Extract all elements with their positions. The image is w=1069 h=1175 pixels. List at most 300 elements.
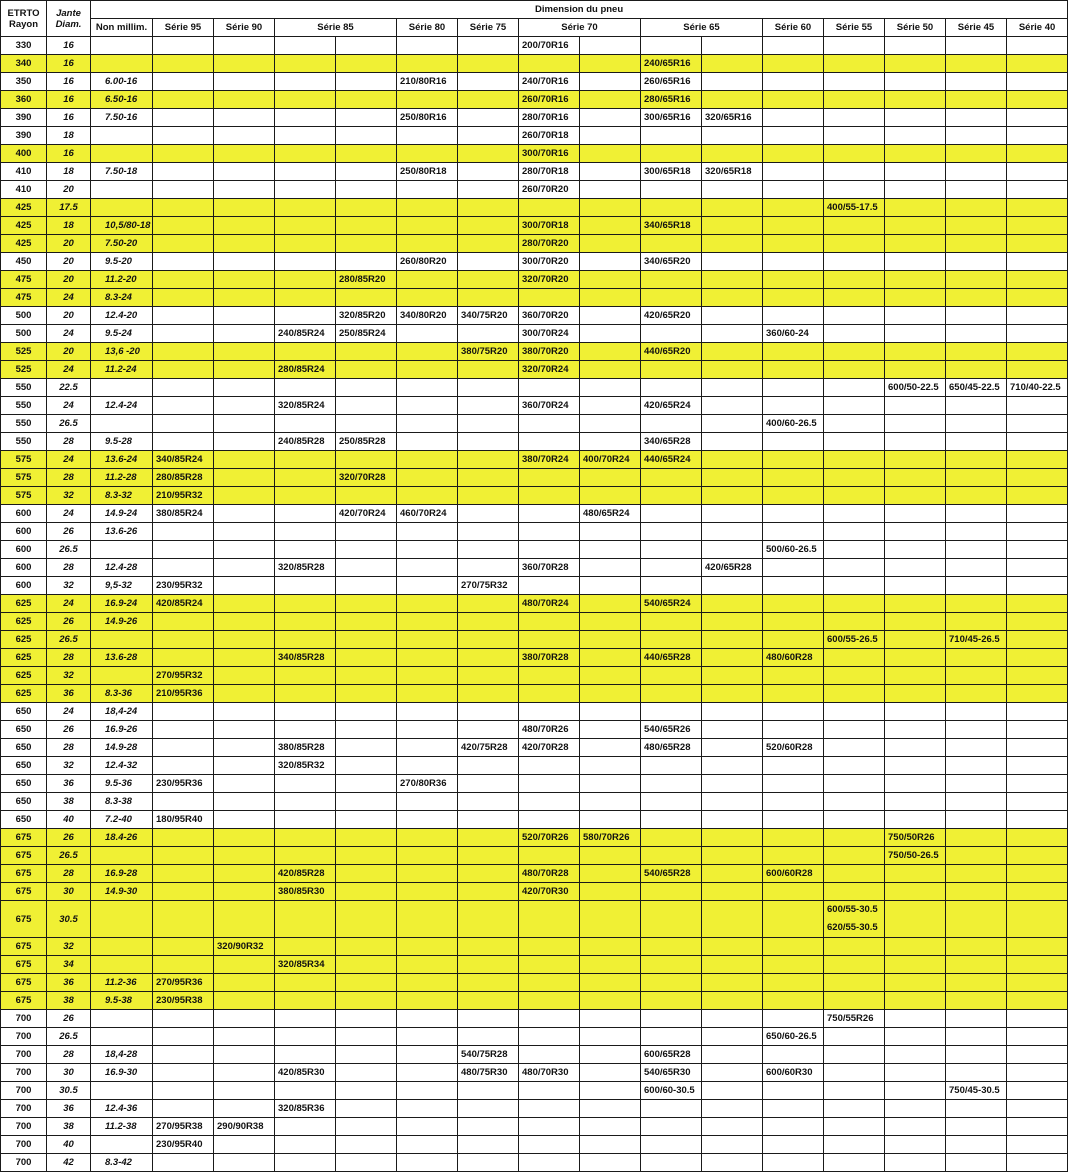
serie-85-cell [336,343,397,361]
serie-80-cell [397,685,458,703]
serie-50-cell [885,163,946,181]
serie-60-cell [763,1154,824,1172]
serie-70-cell [519,1154,580,1172]
etrto-rayon-cell: 650 [1,811,47,829]
serie-45-cell [946,667,1007,685]
serie-55-cell [824,1118,885,1136]
serie-75-cell [458,91,519,109]
serie-80-cell [397,901,458,938]
serie-50-cell [885,55,946,73]
serie-70-cell [519,1136,580,1154]
etrto-rayon-cell: 475 [1,289,47,307]
serie-40-cell [1007,685,1068,703]
serie-55-cell [824,1046,885,1064]
serie-40-cell [1007,307,1068,325]
serie-70-cell [519,775,580,793]
serie-60-cell [763,163,824,181]
non-millim-cell: 13,6 -20 [91,343,153,361]
table-row [1,577,1068,595]
serie-55-cell [824,253,885,271]
serie-60-cell: 400/60-26.5 [763,415,824,433]
serie-55-cell [824,613,885,631]
serie-65-cell [702,397,763,415]
etrto-rayon-cell: 700 [1,1010,47,1028]
serie-70-cell [580,811,641,829]
non-millim-cell: 9.5-20 [91,253,153,271]
serie-50-cell [885,235,946,253]
etrto-rayon-cell: 600 [1,577,47,595]
serie-70-cell [519,415,580,433]
serie-45-cell [946,992,1007,1010]
serie-40-cell [1007,325,1068,343]
non-millim-cell: 6.50-16 [91,91,153,109]
serie-40-cell [1007,145,1068,163]
serie-65-cell [641,1028,702,1046]
table-row [1,379,1068,397]
serie-85-cell [275,1136,336,1154]
table-body [1,37,1068,1172]
serie-80-cell [397,938,458,956]
serie-95-cell [153,613,214,631]
serie-60-cell [763,992,824,1010]
serie-65-cell [702,1154,763,1172]
etrto-rayon-cell: 600 [1,559,47,577]
serie-65-cell [641,325,702,343]
serie-50-cell [885,613,946,631]
table-row [1,127,1068,145]
etrto-rayon-cell: 525 [1,361,47,379]
serie-95-cell [153,163,214,181]
serie-55-cell [824,181,885,199]
serie-55-cell [824,865,885,883]
serie-90-cell [214,199,275,217]
serie-70-cell [519,379,580,397]
serie-65-cell: 600/65R28 [641,1046,702,1064]
etrto-rayon-cell: 575 [1,487,47,505]
serie-45-cell [946,145,1007,163]
non-millim-cell [91,379,153,397]
table-row [1,487,1068,505]
etrto-rayon-cell: 675 [1,847,47,865]
serie-75-cell [458,145,519,163]
jante-diam-cell: 32 [47,487,91,505]
serie-80-cell [397,541,458,559]
serie-55-cell: 600/55-26.5 [824,631,885,649]
serie-40-cell: 710/40-22.5 [1007,379,1068,397]
col-header-serie-95: Série 95 [153,19,214,37]
jante-diam-cell: 28 [47,469,91,487]
serie-55-cell [824,307,885,325]
serie-95-cell [153,793,214,811]
serie-85-cell [336,1046,397,1064]
jante-diam-cell: 38 [47,992,91,1010]
serie-95-cell [153,956,214,974]
serie-65-cell [702,667,763,685]
serie-50-cell [885,883,946,901]
serie-55-cell [824,901,885,938]
etrto-rayon-cell: 650 [1,775,47,793]
serie-40-cell [1007,505,1068,523]
serie-70-cell [580,361,641,379]
serie-75-cell [458,235,519,253]
serie-50-cell [885,433,946,451]
col-header-serie-45: Série 45 [946,19,1007,37]
serie-95-cell [153,361,214,379]
non-millim-cell: 18,4-24 [91,703,153,721]
serie-85-cell [336,145,397,163]
serie-85-cell [336,1136,397,1154]
serie-65-cell [641,613,702,631]
non-millim-cell: 16.9-30 [91,1064,153,1082]
table-title: Dimension du pneu [91,1,1068,19]
serie-70-cell [580,181,641,199]
serie-60-cell [763,397,824,415]
serie-75-cell [458,685,519,703]
serie-65-cell [702,956,763,974]
serie-70-cell [519,847,580,865]
serie-75-cell [458,397,519,415]
serie-50-cell [885,1028,946,1046]
jante-diam-cell: 28 [47,559,91,577]
serie-85-cell [336,757,397,775]
serie-60-cell [763,271,824,289]
serie-85-cell [275,145,336,163]
serie-65-cell [702,577,763,595]
serie-95-cell: 230/95R40 [153,1136,214,1154]
serie-50-cell [885,253,946,271]
serie-70-cell [519,667,580,685]
serie-85-cell [275,631,336,649]
serie-65-cell [702,91,763,109]
etrto-rayon-cell: 410 [1,163,47,181]
serie-50-cell [885,397,946,415]
serie-45-cell [946,127,1007,145]
serie-45-cell [946,271,1007,289]
serie-80-cell [397,703,458,721]
serie-75-cell: 420/75R28 [458,739,519,757]
serie-85-cell [336,595,397,613]
non-millim-cell: 11.2-36 [91,974,153,992]
non-millim-cell: 11.2-28 [91,469,153,487]
jante-diam-cell: 20 [47,181,91,199]
table-row [1,1064,1068,1082]
serie-60-cell [763,505,824,523]
serie-60-cell [763,361,824,379]
serie-60-cell [763,577,824,595]
serie-45-cell [946,343,1007,361]
serie-80-cell [397,1118,458,1136]
serie-75-cell [458,1028,519,1046]
jante-diam-header [47,1,91,37]
table-row [1,974,1068,992]
serie-70-cell: 280/70R16 [519,109,580,127]
serie-45-cell [946,55,1007,73]
serie-70-cell [580,974,641,992]
serie-90-cell [214,1010,275,1028]
serie-85-cell: 320/85R32 [275,757,336,775]
serie-60-cell: 600/60R28 [763,865,824,883]
serie-90-cell [214,235,275,253]
col-header-serie-55: Série 55 [824,19,885,37]
serie-45-cell [946,938,1007,956]
serie-55-cell [824,91,885,109]
table-row [1,595,1068,613]
serie-80-cell [397,577,458,595]
etrto-rayon-cell: 625 [1,613,47,631]
serie-40-cell [1007,127,1068,145]
table-row [1,469,1068,487]
serie-85-cell [275,847,336,865]
serie-80-cell [397,181,458,199]
serie-50-cell [885,361,946,379]
serie-70-cell [580,865,641,883]
serie-75-cell [458,811,519,829]
serie-50-cell [885,325,946,343]
serie-90-cell: 290/90R38 [214,1118,275,1136]
non-millim-cell: 9.5-28 [91,433,153,451]
serie-90-cell [214,271,275,289]
serie-95-cell [153,847,214,865]
serie-80-cell [397,631,458,649]
serie-40-cell [1007,55,1068,73]
serie-65-cell [702,343,763,361]
serie-50-cell [885,469,946,487]
jante-diam-cell: 24 [47,451,91,469]
serie-65-cell [702,793,763,811]
serie-70-cell: 240/70R16 [519,73,580,91]
serie-65-cell [702,757,763,775]
etrto-rayon-cell: 650 [1,757,47,775]
serie-55-cell [824,145,885,163]
serie-85-cell: 420/85R28 [275,865,336,883]
serie-80-cell [397,235,458,253]
serie-85-cell [336,829,397,847]
serie-85-cell [336,577,397,595]
serie-70-cell: 280/70R20 [519,235,580,253]
non-millim-cell: 7.50-18 [91,163,153,181]
serie-60-cell [763,793,824,811]
serie-95-cell [153,307,214,325]
serie-70-cell: 260/70R18 [519,127,580,145]
serie-65-cell [641,829,702,847]
serie-70-cell [580,685,641,703]
serie-65-cell [702,883,763,901]
etrto-rayon-cell: 500 [1,307,47,325]
serie-85-cell: 380/85R30 [275,883,336,901]
serie-85-cell: 320/85R36 [275,1100,336,1118]
serie-65-cell [641,289,702,307]
serie-50-cell: 750/50-26.5 [885,847,946,865]
serie-40-cell [1007,1010,1068,1028]
serie-60-cell [763,145,824,163]
table-row [1,145,1068,163]
serie-45-cell [946,901,1007,938]
jante-diam-cell: 26 [47,613,91,631]
serie-90-cell [214,1064,275,1082]
serie-55-cell [824,595,885,613]
serie-45-cell [946,793,1007,811]
table-row [1,631,1068,649]
serie-65-cell [641,523,702,541]
serie-65-cell [702,37,763,55]
serie-95-cell: 420/85R24 [153,595,214,613]
serie-70-cell [580,1046,641,1064]
serie-80-cell [397,1064,458,1082]
serie-40-cell [1007,253,1068,271]
table-row [1,37,1068,55]
serie-70-cell [519,974,580,992]
serie-40-cell [1007,541,1068,559]
serie-45-cell [946,865,1007,883]
serie-65-cell: 300/65R18 [641,163,702,181]
serie-95-cell: 380/85R24 [153,505,214,523]
table-row [1,739,1068,757]
serie-85-cell [336,487,397,505]
serie-95-cell: 210/95R36 [153,685,214,703]
serie-70-cell [580,1136,641,1154]
serie-75-cell [458,829,519,847]
serie-95-cell [153,541,214,559]
etrto-rayon-cell: 625 [1,649,47,667]
serie-75-cell: 270/75R32 [458,577,519,595]
etrto-rayon-cell: 700 [1,1136,47,1154]
serie-70-cell [519,1118,580,1136]
serie-40-cell [1007,523,1068,541]
serie-70-cell [580,1154,641,1172]
serie-90-cell [214,613,275,631]
serie-80-cell [397,883,458,901]
serie-65-cell [702,325,763,343]
serie-65-cell: 540/65R24 [641,595,702,613]
serie-65-cell [702,1046,763,1064]
serie-55-cell [824,271,885,289]
serie-50-cell [885,1064,946,1082]
non-millim-cell: 14.9-26 [91,613,153,631]
serie-80-cell: 270/80R36 [397,775,458,793]
serie-65-cell [641,505,702,523]
serie-60-cell [763,91,824,109]
non-millim-cell: 9.5-38 [91,992,153,1010]
serie-85-cell [275,109,336,127]
serie-85-cell [336,109,397,127]
table-row [1,199,1068,217]
serie-85-cell [336,938,397,956]
serie-65-cell: 420/65R24 [641,397,702,415]
serie-95-cell: 270/95R38 [153,1118,214,1136]
table-row [1,523,1068,541]
serie-95-cell: 340/85R24 [153,451,214,469]
table-row [1,559,1068,577]
serie-45-cell [946,974,1007,992]
serie-55-cell [824,1064,885,1082]
serie-45-cell [946,883,1007,901]
serie-95-cell [153,1100,214,1118]
serie-70-cell: 360/70R20 [519,307,580,325]
serie-90-cell [214,523,275,541]
serie-55-cell [824,523,885,541]
serie-90-cell [214,127,275,145]
serie-65-cell [702,73,763,91]
serie-65-cell [641,992,702,1010]
jante-diam-cell: 26 [47,523,91,541]
jante-diam-cell: 20 [47,235,91,253]
serie-70-cell [580,271,641,289]
serie-85-cell: 420/85R30 [275,1064,336,1082]
serie-65-cell [702,361,763,379]
serie-70-cell: 300/70R18 [519,217,580,235]
etrto-rayon-cell: 625 [1,631,47,649]
serie-60-cell [763,667,824,685]
jante-diam-cell: 18 [47,163,91,181]
serie-95-cell [153,649,214,667]
serie-50-cell [885,199,946,217]
serie-90-cell [214,739,275,757]
serie-40-cell [1007,865,1068,883]
serie-95-cell [153,289,214,307]
serie-65-cell: 440/65R20 [641,343,702,361]
non-millim-cell [91,1028,153,1046]
serie-65-cell [702,865,763,883]
serie-70-cell [580,1118,641,1136]
serie-65-cell [702,992,763,1010]
serie-65-cell [702,1118,763,1136]
serie-95-cell [153,37,214,55]
serie-70-cell [580,1028,641,1046]
serie-95-cell [153,1154,214,1172]
serie-45-cell [946,523,1007,541]
serie-70-cell: 480/70R24 [519,595,580,613]
serie-65-cell: 320/65R16 [702,109,763,127]
serie-45-cell [946,235,1007,253]
serie-40-cell [1007,847,1068,865]
serie-95-cell [153,631,214,649]
jante-diam-cell: 32 [47,938,91,956]
serie-80-cell: 260/80R20 [397,253,458,271]
etrto-rayon-cell: 600 [1,505,47,523]
serie-45-cell [946,217,1007,235]
serie-40-cell [1007,37,1068,55]
serie-85-cell [336,649,397,667]
jante-label: Jante [56,7,81,19]
serie-95-cell: 230/95R32 [153,577,214,595]
jante-diam-cell: 17.5 [47,199,91,217]
serie-65-cell: 440/65R24 [641,451,702,469]
serie-85-cell: 320/85R24 [275,397,336,415]
serie-40-cell [1007,811,1068,829]
serie-90-cell [214,469,275,487]
serie-90-cell [214,992,275,1010]
serie-45-cell [946,253,1007,271]
serie-85-cell [275,1154,336,1172]
serie-90-cell [214,685,275,703]
serie-40-cell [1007,992,1068,1010]
table-row [1,1046,1068,1064]
serie-55-cell [824,325,885,343]
serie-85-cell [336,685,397,703]
col-header-serie-75: Série 75 [458,19,519,37]
serie-80-cell [397,325,458,343]
serie-75-cell [458,1082,519,1100]
serie-80-cell [397,289,458,307]
serie-50-cell [885,127,946,145]
serie-95-cell [153,253,214,271]
serie-70-cell [580,847,641,865]
serie-65-cell [641,1100,702,1118]
serie-85-cell [336,253,397,271]
jante-diam-cell: 20 [47,271,91,289]
serie-85-cell [275,253,336,271]
serie-85-cell [275,685,336,703]
